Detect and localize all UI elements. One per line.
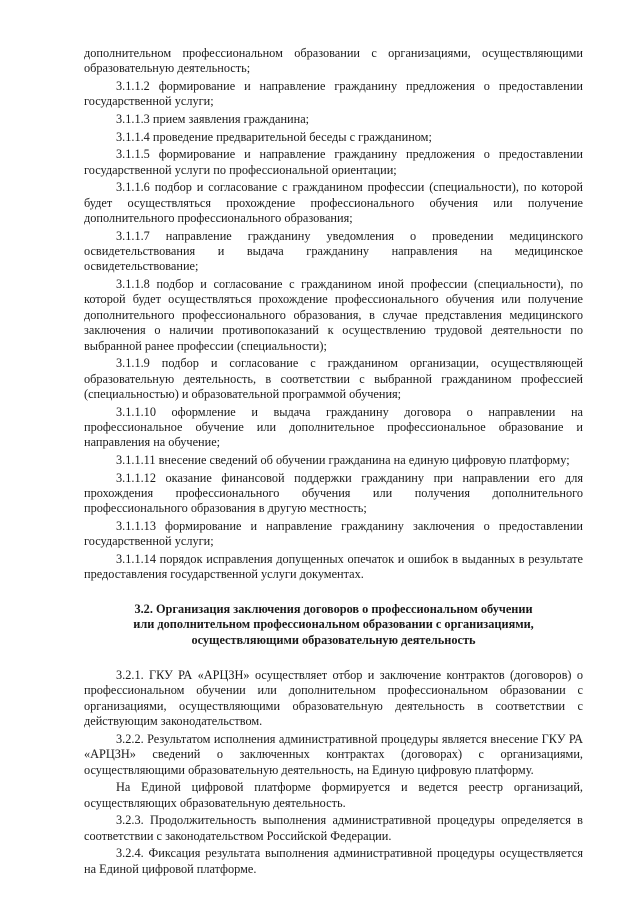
paragraph: 3.2.2. Результатом исполнения административной процедуры является внесение ГКУ РА «АРЦЗН» сведений о заключенных контрактах (договорах) с организациями, осуществляющими образовательную деятельность, на Единую цифровую платформу. (84, 731, 583, 777)
paragraph: 3.1.1.10 оформление и выдача гражданину договора о направлении на профессиональное обучение или дополнительное профессиональное образование и направления на обучение; (84, 404, 583, 450)
paragraph: 3.1.1.5 формирование и направление гражданину предложения о предоставлении государственной услуги по профессиональной ориентации; (84, 147, 583, 177)
paragraph: 3.1.1.12 оказание финансовой поддержки гражданину при направлении его для прохождения профессионального обучения или получения дополнительного профессионального образования в другую местность; (84, 470, 583, 516)
paragraphs-bottom (84, 668, 583, 877)
section-heading (84, 602, 583, 648)
paragraph: 3.2.3. Продолжительность выполнения административной процедуры определяется в соответствии с законодательством Российской Федерации. (84, 813, 583, 843)
section-heading-line: осуществляющими образовательную деятельность (191, 632, 476, 647)
section-heading-line: или дополнительном профессиональном образовании с организациями, (133, 617, 534, 632)
paragraph: 3.1.1.11 внесение сведений об обучении гражданина на единую цифровую платформу; (116, 453, 570, 468)
paragraph: дополнительном профессиональном образовании с организациями, осуществляющими образовательную деятельность; (84, 46, 583, 76)
paragraph: На Единой цифровой платформе формируется и ведется реестр организаций, осуществляющих образовательную деятельность. (84, 780, 583, 810)
paragraph: 3.1.1.7 направление гражданину уведомления о проведении медицинского освидетельствования и выдача гражданину направления на медицинское освидетельствование; (84, 228, 583, 274)
paragraphs-top (84, 46, 583, 583)
paragraph: 3.1.1.6 подбор и согласование с гражданином профессии (специальности), по которой будет осуществляться прохождение профессионального обучения или получение дополнительного профессионального образования; (84, 180, 583, 225)
paragraph: 3.1.1.14 порядок исправления допущенных опечаток и ошибок в выданных в результате предоставления государственной услуги документах. (84, 552, 583, 582)
section-heading-line: 3.2. Организация заключения договоров о профессиональном обучении (134, 601, 533, 616)
paragraph: 3.1.1.13 формирование и направление гражданину заключения о предоставлении государственной услуги; (84, 519, 583, 549)
paragraph: 3.1.1.2 формирование и направление гражданину предложения о предоставлении государственной услуги; (84, 79, 583, 109)
paragraph: 3.2.1. ГКУ РА «АРЦЗН» осуществляет отбор и заключение контрактов (договоров) о профессиональном обучении или дополнительном профессиональном образовании с организациями, осуществляющими образовательную деятельность в соответствии с действующим законодательством. (84, 668, 583, 729)
paragraph: 3.1.1.9 подбор и согласование с гражданином организации, осуществляющей образовательную деятельность, в соответствии с выбранной гражданином профессией (специальностью) и образовательной программой обучения; (84, 356, 583, 402)
paragraph: 3.1.1.4 проведение предварительной беседы с гражданином; (116, 129, 432, 144)
paragraph: 3.1.1.8 подбор и согласование с гражданином иной профессии (специальности), по которой будет осуществляться прохождение профессионального обучения или получение дополнительного профессионального образования, в случае представления медицинского заключения о наличии противопоказаний к осуществлению трудовой деятельности по выбранной ранее профессии (специальности); (84, 277, 583, 353)
paragraph: 3.1.1.3 прием заявления гражданина; (116, 112, 310, 126)
paragraph: 3.2.4. Фиксация результата выполнения административной процедуры осуществляется на Единой цифровой платформе. (84, 846, 583, 876)
